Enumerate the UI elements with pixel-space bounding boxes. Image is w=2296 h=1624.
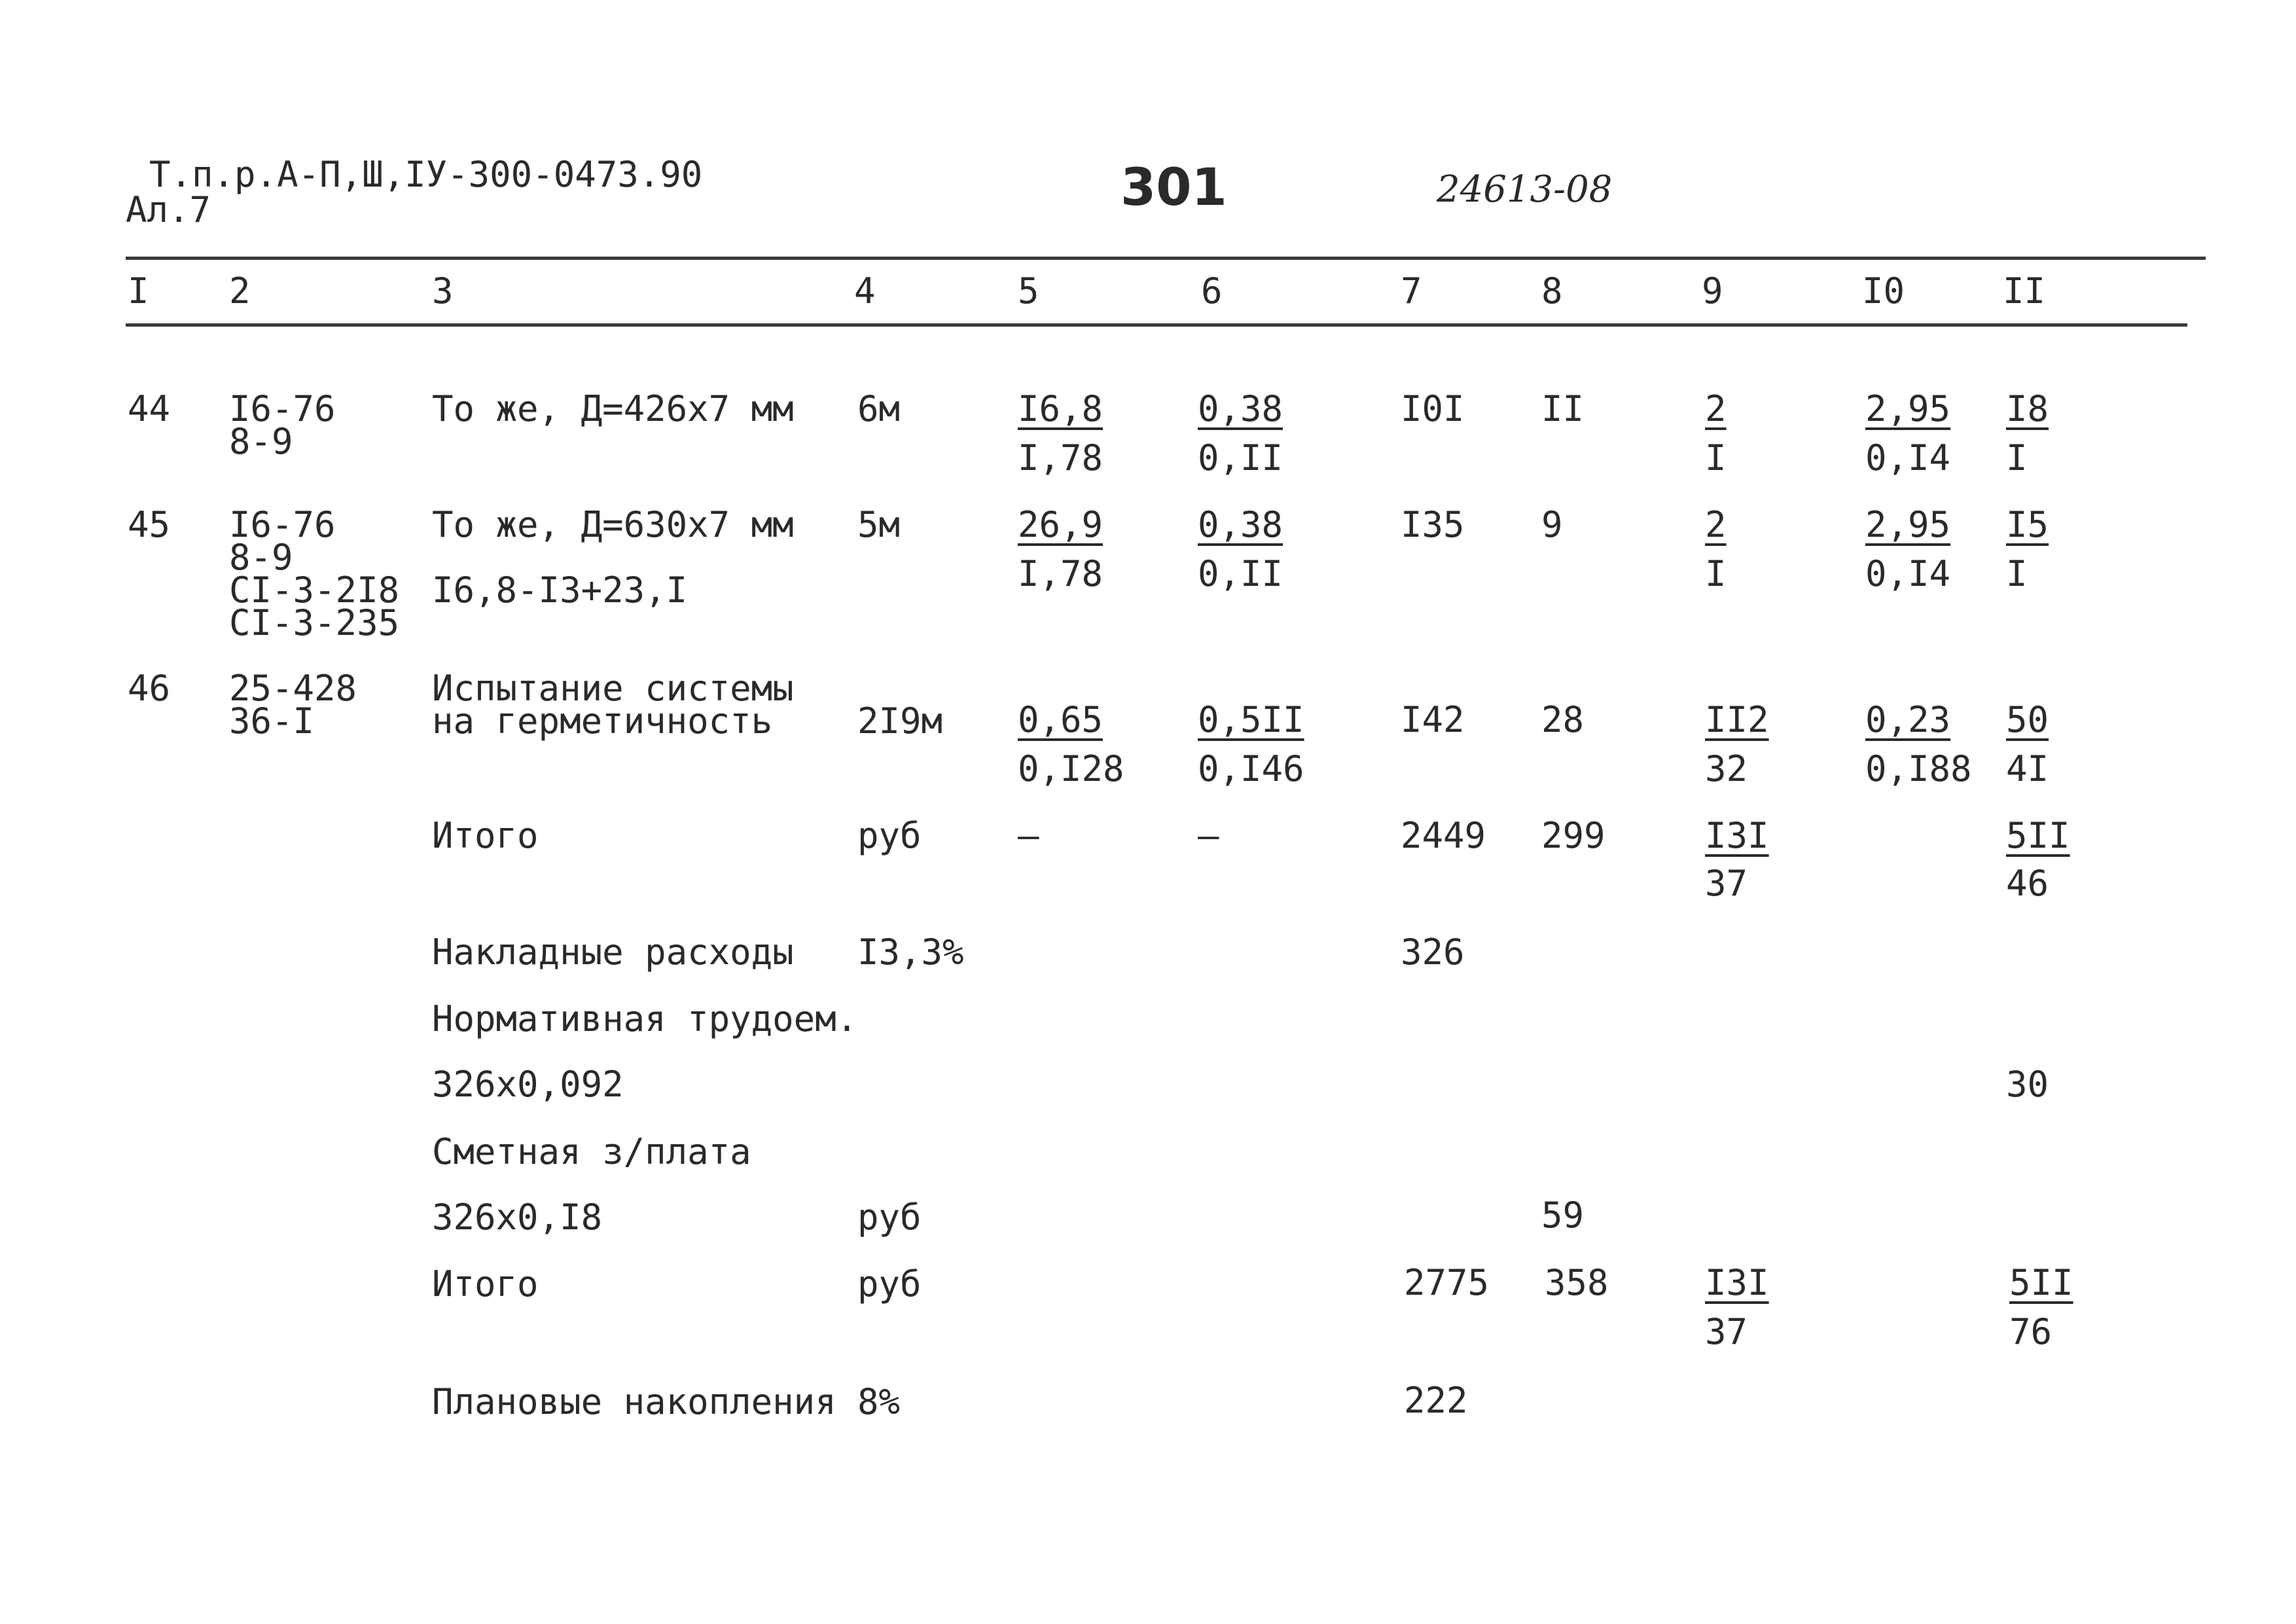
quantity: 6м (857, 388, 901, 429)
labor-unit-top: 2,95 (1865, 504, 1951, 545)
total-wage: 9 (1541, 504, 1563, 545)
planned-amount: 222 (1404, 1380, 1468, 1421)
table-header-rule (126, 323, 2187, 327)
planned-label: Плановые накопления (432, 1381, 836, 1422)
column-header: I (128, 270, 149, 312)
column-header: 6 (1201, 270, 1223, 312)
column-header: II (2003, 270, 2046, 312)
machine-top: I3I (1705, 815, 1769, 856)
column-header: 8 (1541, 270, 1563, 312)
labor-total-bottom: I (2006, 437, 2028, 478)
total-label: Итого (432, 1263, 539, 1305)
currency-unit: руб (857, 1263, 922, 1305)
work-description-calc: I6,8-I3+23,I (432, 569, 688, 611)
labor-label: Нормативная трудоем. (432, 998, 858, 1039)
machine-bottom: I (1705, 553, 1727, 594)
machine-top: 2 (1705, 388, 1727, 429)
column-header: I0 (1862, 270, 1905, 312)
unit-wage-bottom: 0,II (1198, 553, 1283, 594)
price-code: 8-9 (229, 421, 293, 462)
labor-total-bottom: 76 (2009, 1311, 2053, 1352)
labor-total-top: 50 (2006, 699, 2049, 740)
work-description: Испытание системы (432, 668, 794, 709)
unit-wage-bottom: 0,II (1198, 437, 1283, 478)
page-number: 301 (1121, 158, 1227, 217)
price-code: I6-76 (229, 504, 336, 545)
overhead-rate: I3,3% (857, 931, 964, 973)
price-code: CI-3-2I8 (229, 569, 400, 611)
machine-bottom: I (1705, 437, 1727, 478)
overhead-amount: 326 (1401, 931, 1465, 973)
column-header: 7 (1401, 270, 1422, 312)
total-wage: 358 (1545, 1262, 1609, 1303)
machine-top: I3I (1705, 1262, 1769, 1303)
row-number: 45 (128, 504, 171, 545)
labor-total-top: 5II (2006, 815, 2070, 856)
column-header: 5 (1018, 270, 1039, 312)
labor-unit-bottom: 0,I4 (1865, 437, 1951, 478)
machine-bottom: 32 (1705, 748, 1748, 789)
unit-wage-bottom: 0,I46 (1198, 748, 1304, 789)
price-code: 36-I (229, 700, 315, 742)
machine-top: 2 (1705, 504, 1727, 545)
table-top-rule (126, 257, 2206, 260)
unit-wage-top: 0,38 (1198, 504, 1283, 545)
labor-unit-bottom: 0,I88 (1865, 748, 1972, 789)
machine-bottom: 37 (1705, 863, 1748, 904)
currency-unit: руб (857, 815, 922, 856)
row-number: 44 (128, 388, 171, 429)
price-code: CI-3-235 (229, 602, 400, 643)
labor-unit-bottom: 0,I4 (1865, 553, 1951, 594)
machine-bottom: 37 (1705, 1311, 1748, 1352)
work-description: на герметичность (432, 700, 773, 742)
handwritten-code: 24613-08 (1437, 168, 1613, 211)
labor-total-top: 5II (2009, 1262, 2073, 1303)
labor-total-top: I8 (2006, 388, 2049, 429)
wage-amount: 59 (1541, 1195, 1585, 1236)
labor-total-bottom: 4I (2006, 748, 2049, 789)
labor-total-bottom: 46 (2006, 863, 2049, 904)
total-cost: I35 (1401, 504, 1465, 545)
total-wage: II (1541, 388, 1585, 429)
work-description: То же, Д=426х7 мм (432, 388, 794, 429)
quantity: 2I9м (857, 700, 943, 742)
labor-total-bottom: I (2006, 553, 2028, 594)
unit-wage-top: 0,5II (1198, 699, 1304, 740)
overhead-label: Накладные расходы (432, 931, 794, 973)
price-code: 8-9 (229, 537, 293, 578)
quantity: 5м (857, 504, 901, 545)
wage-calc: 326х0,I8 (432, 1197, 603, 1238)
labor-unit-top: 2,95 (1865, 388, 1951, 429)
labor-unit-top: 0,23 (1865, 699, 1951, 740)
unit-cost-bottom: 0,I28 (1018, 748, 1124, 789)
row-number: 46 (128, 668, 171, 709)
dash: – (1018, 815, 1039, 856)
total-cost: I42 (1401, 699, 1465, 740)
column-header: 9 (1702, 270, 1723, 312)
unit-cost-top: I6,8 (1018, 388, 1103, 429)
document-code: Т.п.р.А-П,Ш,IУ-300-0473.90 (149, 154, 703, 195)
work-description: То же, Д=630х7 мм (432, 504, 794, 545)
unit-cost-bottom: I,78 (1018, 437, 1103, 478)
labor-amount: 30 (2006, 1064, 2049, 1105)
column-header: 3 (432, 270, 454, 312)
total-wage: 28 (1541, 699, 1585, 740)
column-header: 4 (854, 270, 876, 312)
subtotal-label: Итого (432, 815, 539, 856)
price-code: 25-428 (229, 668, 357, 709)
labor-total-top: I5 (2006, 504, 2049, 545)
unit-cost-top: 0,65 (1018, 699, 1103, 740)
labor-calc: 326х0,092 (432, 1064, 624, 1105)
total-cost: 2449 (1401, 815, 1486, 856)
total-cost: I0I (1401, 388, 1465, 429)
currency-unit: руб (857, 1197, 922, 1238)
total-wage: 299 (1541, 815, 1605, 856)
wage-label: Сметная з/плата (432, 1131, 751, 1172)
unit-cost-top: 26,9 (1018, 504, 1103, 545)
unit-cost-bottom: I,78 (1018, 553, 1103, 594)
album-number: Ал.7 (126, 189, 211, 230)
total-cost: 2775 (1404, 1262, 1490, 1303)
unit-wage-top: 0,38 (1198, 388, 1283, 429)
planned-rate: 8% (857, 1381, 901, 1422)
price-code: I6-76 (229, 388, 336, 429)
machine-top: II2 (1705, 699, 1769, 740)
column-header: 2 (229, 270, 251, 312)
dash: – (1198, 815, 1219, 856)
